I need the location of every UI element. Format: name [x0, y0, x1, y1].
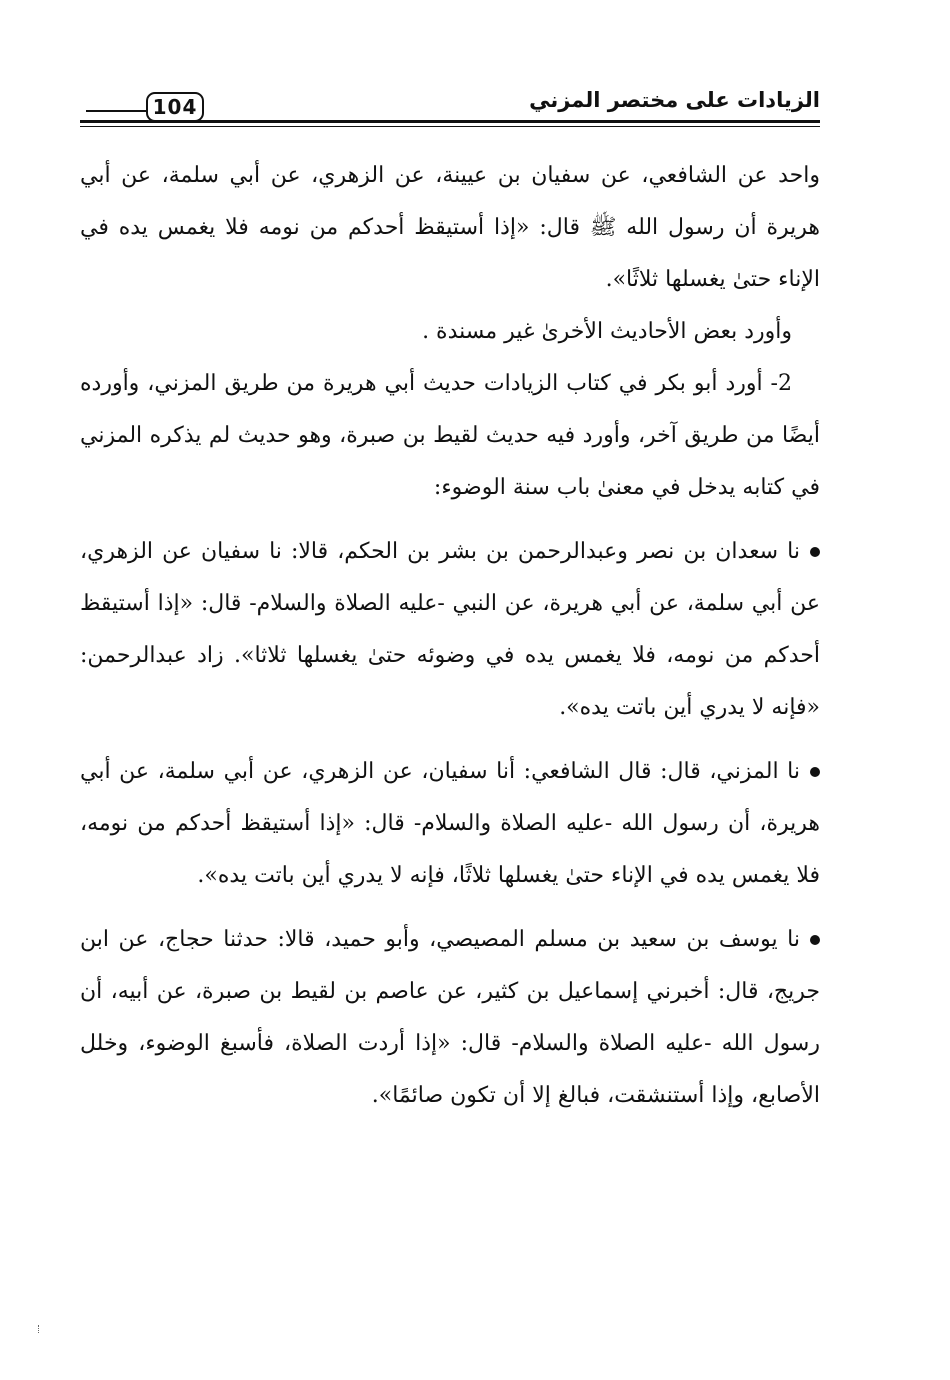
paragraph	[80, 150, 820, 306]
bullet-paragraph	[80, 746, 820, 902]
body-text	[80, 150, 820, 1122]
bullet-icon	[810, 547, 820, 557]
paragraph-text: نا يوسف بن سعيد بن مسلم المصيصي، وأبو حميد، قالا: حدثنا حجاج، عن ابن جريج، قال: أخبرني إسماعيل بن كثير، عن عاصم بن لقيط بن صبرة، عن أبيه، أن رسول الله -عليه الصلاة والسلام- قال: «إذا أردت الصلاة، فأسبغ الوضوء، وخلل الأصابع، وإذا أستنشقت، فبالغ إلا أن تكون صائمًا».	[80, 927, 820, 1108]
paragraph-text: 2- أورد أبو بكر في كتاب الزيادات حديث أبي هريرة من طريق المزني، وأورده أيضًا من طريق آخر، وأورد فيه حديث لقيط بن صبرة، وهو حديث لم يذكره المزني في كتابه يدخل في معنىٰ باب سنة الوضوء:	[80, 371, 820, 500]
header-rule-thin	[80, 126, 820, 127]
paragraph	[80, 358, 820, 514]
bullet-icon	[810, 767, 820, 777]
bullet-paragraph	[80, 526, 820, 734]
running-header	[80, 86, 820, 130]
header-title: الزيادات على مختصر المزني	[529, 88, 820, 112]
bullet-icon	[810, 935, 820, 945]
scan-mark	[38, 1325, 41, 1333]
bullet-paragraph	[80, 914, 820, 1122]
paragraph	[80, 306, 820, 358]
header-rule	[80, 120, 820, 123]
paragraph-text: نا المزني، قال: قال الشافعي: أنا سفيان، عن الزهري، عن أبي سلمة، عن أبي هريرة، أن رسول الله -عليه الصلاة والسلام- قال: «إذا أستيقظ أحدكم من نومه، فلا يغمس يده في الإناء حتىٰ يغسلها ثلاثًا، فإنه لا يدري أين باتت يده».	[80, 759, 820, 888]
paragraph-text: واحد عن الشافعي، عن سفيان بن عيينة، عن الزهري، عن أبي سلمة، عن أبي هريرة أن رسول الله ﷺ قال: «إذا أستيقظ أحدكم من نومه فلا يغمس يده في الإناء حتىٰ يغسلها ثلاثًا».	[80, 163, 820, 292]
paragraph-text: وأورد بعض الأحاديث الأخرىٰ غير مسندة .	[422, 319, 792, 344]
page-number: 104	[146, 92, 204, 122]
header-dash	[86, 110, 146, 112]
paragraph-text: نا سعدان بن نصر وعبدالرحمن بن بشر بن الحكم، قالا: نا سفيان عن الزهري، عن أبي سلمة، عن أبي هريرة، عن النبي -عليه الصلاة والسلام- قال: «إذا أستيقظ أحدكم من نومه، فلا يغمس يده في وضوئه حتىٰ يغسلها ثلاثا». زاد عبدالرحمن: «فإنه لا يدري أين باتت يده».	[80, 539, 820, 720]
